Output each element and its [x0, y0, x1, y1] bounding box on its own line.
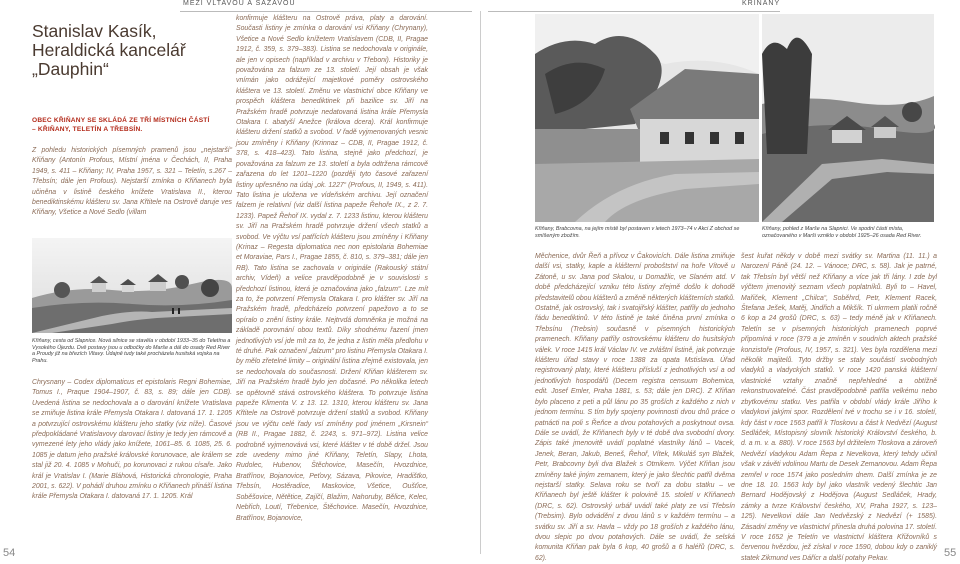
page-title [32, 22, 232, 79]
title-line-3: „Dauphin“ [32, 59, 109, 79]
page-number-left: 54 [3, 547, 16, 559]
column-3-paragraph: Měchenice, dvůr Řeň a přívoz v Čakovicích. Dále listina zmiňuje další vsi, statky, kaple a klášterní proboštství na hoře Vítově u Zátoně, u sv. Jana pod Skalou, u Domažlic, ve Slaném atd. V době předcházející vzniku této listiny zřejmě došlo k dohodě představitelů obou klášterů a změně některých klášterních statků. Ostatně, jak ostrovský, tak i svatojiřský klášter, patřily do jednoho řádu benediktinů. V této listině je také činěna první zmínka o Třebsínu (Trebsin) současně v písemných historických pramenech. Křiňany patřily ostrovskému klášteru do husitských válek. V roce 1415 král Václav IV. ve zvláštní listině, jak potvrzuje klášteru úřad stavy v roce 1388 za opata Mstislava. Úřad registrovaný platy, které klášteru přísluší z jednotlivých vsí a od jednotlivých hospodářů (Decem registra censuum Bohemica, edit. Josef Emler, Praha 1881, s. 53; dále jen DRC). Z Křiňan bylo placeno z peti a půl lánu po 35 groších z každého z nich v jednom termínu. S tím byly spojeny povinnosti dvou dnů práce o patnácti na poli s Řeňce a dvou potahových a poskytnout ovsa. Dále se uvádí, že Křiňanech byly v té době dva svobodní dvory. Zápis také jmenovitě uvádí poplatné vlastníky lánů – Vacek, Jenek, Beran, Jakub, Beneš, Řehoř, Vítek, Mikuláš syn Blažek, Petr, Brabcovny byli dva Blažek s Otmikem. Výčet Křiňan jsou zmíněny také jiným zemanem, který je jako šlechtic patřil dvěma nejstarší statky. Selava roku se tvoří za dobu statku – ve Křiňanech byl ještě klášter k polovině 15. století v Křiňanech (DRC, s. 62). Ostrovský urbář uvádí také platy ze vsi Třebsín (Trebsim). Bylo odvádění z dvou lánů s v každém termínu – a svátku sv. Jiří a sv. Havla – vždy po 18 groších z každého lánu, dvou slepic po dvou potahových. Dále se uvádí, že selská komunita Křiňan pak byla 6 kop, 40 grošů a 6 haléřů (DRC, s. 62). [535, 253, 735, 562]
running-header-right: KŘIŇANY [742, 0, 781, 7]
title-line-1: Stanislav Kasík, [32, 21, 157, 41]
photo-village-road [32, 238, 232, 333]
spine-divider [480, 11, 481, 554]
header-rule-left [180, 11, 472, 12]
column-1-paragraph: Z pohledu historických písemných pramenů jsou „nejstarší“ Křiňany (Antonín Profous, Místní jména v Čechách, II, Praha 1949, s. 411 – Křiňany; IV, Praha 1957, s. 321 – Teletín, s.267 – Třebsín; dále jen Profous). Nejstarší zmínka o Křiňanech byla učiněna v listině českého knížete Vratislava II., kterou benediktinskému klášteru sv. Jana Křtitele na Ostrově daruje ves Křiňany, Všetice a Nové Sedlo (villam [32, 147, 232, 217]
photo-slapnice-view-image [762, 14, 934, 222]
page-number-right: 55 [944, 547, 957, 559]
section-subheading [32, 116, 232, 134]
subhead-line-2: – KŘIŇANY, TELETÍN A TŘEBSÍN. [32, 126, 143, 133]
photo-slapnice-view [762, 14, 934, 222]
photo-brabcovna [535, 14, 759, 222]
caption-photo-slapnice-view: Křiňany, pohled z Marše na Slapnici. Ve spodní části místa, označovaného v Marši vzniklo v období 1925–26 osada Red River. [762, 226, 922, 239]
column-1b-text [32, 378, 232, 556]
title-line-2: Heraldická kancelář [32, 40, 186, 60]
caption-photo-brabcovna: Křiňany, Brabcovna, na jejím místě byl postaven v letech 1973–74 v Akci Z obchod se smíšeným zbožím. [535, 226, 740, 239]
running-header-left: MEZI VLTAVOU A SÁZAVOU [183, 0, 296, 7]
column-2-paragraph: konfirmuje klášteru na Ostrově práva, platy a darování. Současti listiny je zmínka o darování vsi Křiňany (Chrynany), Všetice a Nové Sedlo knížetem Vratislavem (CDB, II, Pragae 1912, č. 359, s. 379–383). Listina se nedochovala v originále, ale jen v opisech (například v archivu v Třeboni). Historiky je považována za falzum ze 13. století. Její obsah je však vnímán jako odrážející majetkové poměry ostrovského kláštera ve 13. století. Změnu ve vlastnictví obce Křiňany ve prospěch kláštera benediktinek při bazilice sv. Jiří na Pražském hradě potvrzuje nedatovaná listina krále Přemysla Otakara I. abatyší Anežce (králova dcera). Král konfirmuje klášteru držení statků a svobod. V řadě vyjmenovaných vesnic jsou zmíněny i Křiňany (Krinnaz – CDB, II, Pragae 1912, č. 378, s. 418–423). Tato listina, stejně jako předchozí, je považována za falzum ze 13. století a byla odtržena rámcově zařazena do let 1201–1220 (později tyto časové zařazení listiny upřesněno na údaj „ok. 1227“ (Profous, II, 1949, s. 411). Tato listina je uložena ve vídeňském archivu. Její označení falzem je relativní (viz další listina papeže Řehoře IX., z 2. 7. 1233). Papež Řehoř IX. vydal z. 7. 1233 listinu, kterou klášteru sv. Jiří na Pražském hradě potvrzuje držení všech statků a svobod. Ve výčtu vsí patřících klášteru jsou zmíněny i Křiňany (Krinaz – Regesta diplomatica nec non epistolaria Bohemiae et Moraviae, Pars I., Pragae 1855, č. 810, s. 379–381; dále jen RB). Tato listina se zachovala v originále (Rakouský státní archiv, Vídeň) a velice pravděpodobně je v souvislosti s předchozí listinou, která je označována jako „falzum“. Lze mít za to, že potvrzení Přemysla Otakara I. pro klášter sv. Jiří na Pražském hradě, předcházelo potvrzení papežovo a to se opíralo o znění listiny krále. Nejtrvdá domněnka je možná na základě porovnání obou textů. Díky shodnému řazení jmen jednotlivých vsí jde mít za to, že jedna z listin měla předlohu v té druhé. Pak označení „falzum“ pro listinu Přemysla Otakara I. by mělo zřetelné limity – originální listina zřejmě existovala, jen se nedochovala do současnosti. Držení Křiňan klášterem sv. Jiří na Pražském hradě bylo jen dočasné. Po několika letech se opětovně stává ostrovského kláštera. To potvrzuje listina papeže Klimenta V. z 13. 12. 1310, kterou klášteru sv. Jana Křtitele na Ostrově potvrzuje držení statků a svobod. Křiňany jsou ve výčtu celé řady vsí zmíněny pod jménem „Kirsnein“ (RB II., Pragae 1882, č. 2243, s. 971–972). Listina velice podrobně vyjmenovává vsi, které klášter v té době držel. Jsou zde uvedeny mimo jiné Křiňany, Teletín, Slapy, Lhota, Rudolec, Hubenov, Štěchovice, Masečín, Hvozdnice, Bratřínov, Bojanovice, Peťovy, Sázava, Pikovice, Hradištko, Třebsín, Hostěradice, Maskovice, Všetice, Oušťice, Soběšovice, Nětětice, Zajíčí, Blažim, Nahoruby, Bělice, Kelec, Nebřich, Loutí, Třebenice, Štěchovice. Masečín, Hvozdnice, Bratřínov, Bojanovice, [236, 15, 428, 522]
column-3-text [535, 252, 735, 562]
column-4-text [741, 252, 937, 562]
subhead-line-1: OBEC KŘIŇANY SE SKLÁDÁ ZE TŘÍ MÍSTNÍCH ČÁSTÍ [32, 117, 210, 124]
header-rule-right [488, 11, 780, 12]
column-2-text [236, 14, 428, 558]
column-1b-paragraph: Chrysnany – Codex diplomaticus et epistolaris Regni Bohemiae, Tomus I., Praque 1904–1907, č. 83, s. 89; dále jen CDB). Uvedená listina se nedochovala a o darování knížete Vratislava se zmiňuje listina krále Přemysla Otakara I. datovaná 17. 1. 1205 a potvrzující ostrovskému klášteru jeho statky (viz níže). Časové předpokládané Vratislavovy darovací listiny je tedy jen rámcově a vymezené lety jeho vlády jako knížete, 1061–85. 6. 1085, 25. 6. 1085 je datum jeho pražské královské korunovace, ale králem se stal již 20. 4. 1085 v Mohuči, po korunovaci z rukou císaře. Jako král je Vratislav I. (Marie Bláhová, Historická chronologie, Praha 2001, s. 622). V pohádí druhou zmínku o Křiňanech přináší listina krále Přemysla Otakara I. datovaná 17. 1. 1205. Král [32, 379, 232, 501]
caption-photo-village-road: Křiňany, cesta od Slapnice. Nová silnice se stavěla v období 1933–35 do Teletína a Vysokého Újezdu. Dvě postavy jsou u odbočky do Marše a dál do osady Red River a Proudy již na březích Vltavy. Údajně tudy také procházela husitská vojska na Prahu. [32, 338, 231, 364]
photo-village-road-image [32, 238, 232, 333]
photo-brabcovna-image [535, 14, 759, 222]
column-1-text [32, 146, 232, 236]
column-4-paragraph: šest kuřat někdy v době mezi svátky sv. Martina (11. 11.) a Narození Páně (24. 12. – Vánoce; DRC, s. 58). Jak je patrné, tak Třebsín byl větší než Křiňany a více jak tři lány. I zde byl výčtem jmenovitý seznam všech poplatníků. Byli to – Havel, Mařiček, Klement „Chilca“, Soběhrd, Petr, Klement Racek, Štefana Ješek, Matěj, Jindřich a Mikšík. Ti ukrmem platili ročně 6 kop a 24 grošů (DRC, s. 63) – tedy méně jak v Křiňanech. Teletín se v písemných historických pramenech poprvé připomíná v roce (379 a je zmíněn v soudních aktech pražské konzistoře (Profous, IV, 1957, s. 321). Ves byla rozdělena mezi několik majitelů. Tyto držby se staly součástí svobodných vladyků a vladyckých statků. V roce 1420 panská klášterní vlastnické vztahy značně nepřehledné a obtížně rekonstruovatelné. Část pravděpodobně patřila velkému nebo zbytkovému statku. Ves patřila v období vlády krále Jiřího k vladykovi jakými spor. Rozdělení tvé v trochu se i v 16. století, kdy část v roce 1563 patřil k Tloskovu a část k Nedvězí (August Sedláček, Místopisný slovník historický Království českého, b. d. a m. v. a. 880). V roce 1563 byl držitelem Tloskova a zároveň Nedvězí vladykou Adam Řepa z Nevelkova, který tehdy učinil však v závěti vdolinou Martu de Desek Zemanovou. Adam Řepa zemřel v roce 1574 jako posledním dnem. Další zmínka je ze dne 18. 10. 1563 kdy byl jako vlastník vedený šlechtic Jan Bernard Hodějovský z Hodějova (August Sedláček, Hrady, zámky a tvrze Království českého, XV, Praha 1927, s. 123–125). Nevelkovi dále Jan Nedvězský z Nedvězí (+ 1585). Zásadní změny ve vlastnictví přinesla druhá polovina 17. století. V roce 1652 je Teletín ve vlastnictví kláštera Křižovníků s červenou hvězdou, jež získal v roce 1590, dobou kdy o zaniklý statek Zikmund ves Dářícr a další potahy Pekav. [741, 253, 937, 562]
